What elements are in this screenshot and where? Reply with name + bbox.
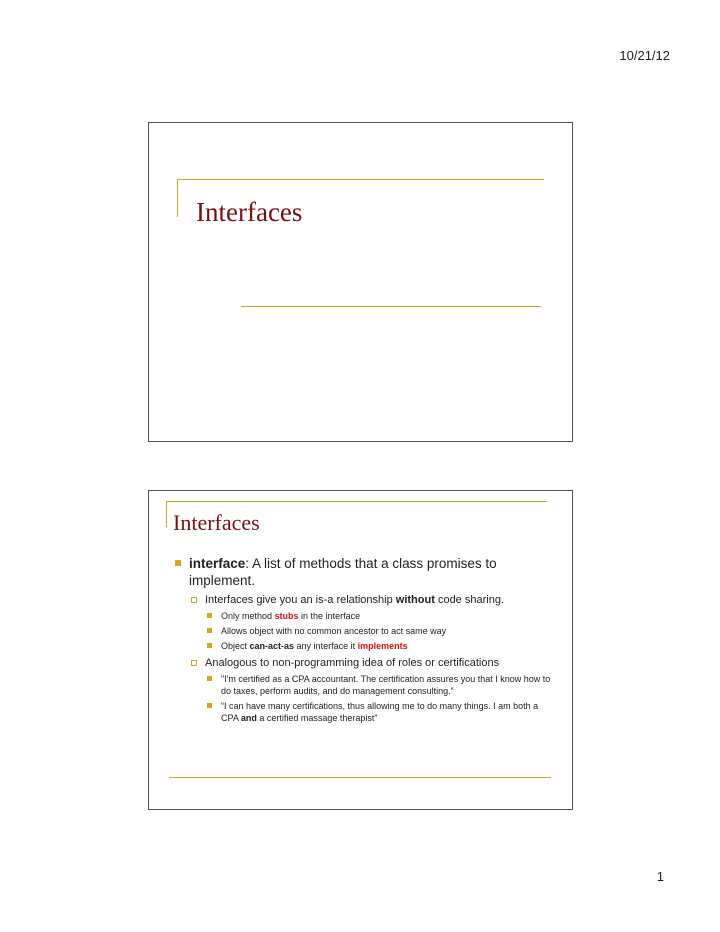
sub-bullet-is-a	[173, 593, 553, 607]
hollow-square-bullet-icon	[191, 660, 197, 666]
sub1-bold: without	[395, 594, 435, 606]
list-item	[173, 625, 553, 637]
slide-2	[148, 490, 573, 810]
slide2-content	[173, 555, 553, 724]
page-date: 10/21/12	[619, 48, 670, 63]
item-text: "I'm certified as a CPA accountant. The certification assures you that I know how to do taxes, perform audits, and do management consulting.“	[221, 674, 551, 696]
sub1-text-post: code sharing.	[434, 594, 504, 606]
slide1-left-rule	[177, 179, 178, 217]
item-text: a certified massage therapist”	[256, 713, 378, 723]
slide2-title: Interfaces	[173, 510, 260, 535]
square-bullet-icon	[207, 613, 212, 618]
square-bullet-icon	[207, 643, 212, 648]
highlight-implements: implements	[357, 641, 408, 651]
item-text: Object	[221, 641, 250, 651]
slide1-top-rule	[177, 179, 544, 180]
square-bullet-icon	[175, 560, 181, 566]
sub-bullet-analogous	[173, 656, 553, 670]
item-text: Only method	[221, 611, 275, 621]
bold-can-act-as: can-act-as	[249, 641, 295, 651]
list-item	[173, 610, 553, 622]
square-bullet-icon	[207, 628, 212, 633]
slide2-bottom-rule	[169, 777, 551, 778]
item-text: any interface it	[294, 641, 358, 651]
square-bullet-icon	[207, 703, 212, 708]
list-item	[173, 673, 553, 697]
sub1-text-pre: Interfaces give you an is-a relationship	[205, 594, 396, 606]
slide2-left-rule	[166, 501, 167, 527]
interface-definition: : A list of methods that a class promises to implement.	[189, 556, 497, 588]
item-text: Allows object with no common ancestor to act same way	[221, 626, 447, 636]
term-interface: interface	[189, 556, 246, 571]
list-item	[173, 640, 553, 652]
list-item	[173, 700, 553, 724]
page-number: 1	[656, 869, 664, 884]
slide-1	[148, 122, 573, 442]
item-text: in the interface	[298, 611, 361, 621]
square-bullet-icon	[207, 676, 212, 681]
bullet-interface	[173, 555, 553, 589]
slide1-title: Interfaces	[196, 197, 303, 227]
bold-and: and	[240, 713, 257, 723]
hollow-square-bullet-icon	[191, 597, 197, 603]
slide2-top-rule	[166, 501, 547, 502]
highlight-stubs: stubs	[274, 611, 299, 621]
sub2-text: Analogous to non-programming idea of roles or certifications	[205, 657, 500, 669]
slide1-bottom-rule	[241, 306, 541, 307]
item-text: “I can have many certifications, thus allowing me to do many things. I am both a CPA	[221, 701, 539, 723]
